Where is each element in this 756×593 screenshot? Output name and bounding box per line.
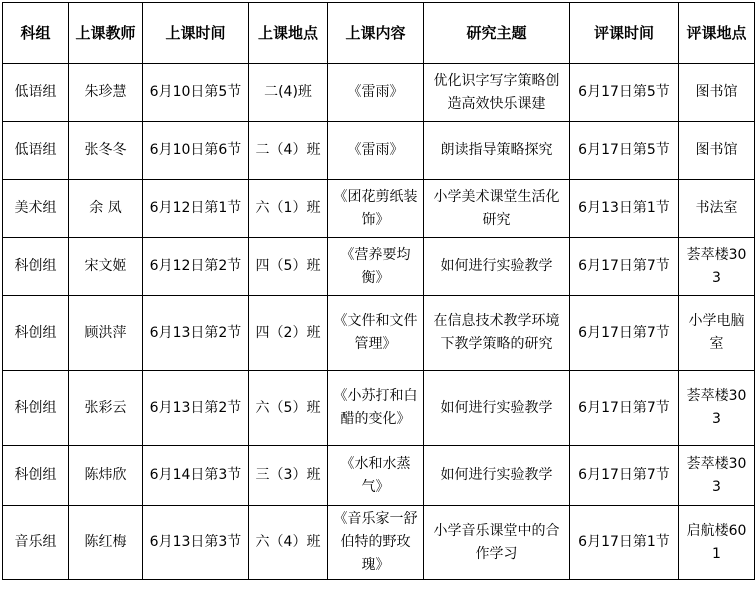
cell-review-time: 6月17日第7节 [570,238,679,296]
cell-content: 《雷雨》 [328,122,424,180]
table-row [3,506,755,580]
table-row [3,122,755,180]
cell-content: 《雷雨》 [328,64,424,122]
cell-content: 《营养要均衡》 [328,238,424,296]
header-subject: 科组 [3,3,69,64]
cell-review-location: 图书馆 [679,64,755,122]
cell-class-location: 六（5）班 [249,371,328,446]
cell-topic: 如何进行实验教学 [424,371,570,446]
cell-class-time: 6月14日第3节 [143,446,249,506]
cell-topic: 如何进行实验教学 [424,446,570,506]
header-review-time: 评课时间 [570,3,679,64]
cell-topic: 在信息技术教学环境下教学策略的研究 [424,296,570,371]
table-row [3,371,755,446]
cell-teacher: 顾洪萍 [69,296,143,371]
cell-topic: 如何进行实验教学 [424,238,570,296]
cell-subject: 科创组 [3,238,69,296]
cell-class-time: 6月12日第2节 [143,238,249,296]
cell-review-time: 6月13日第1节 [570,180,679,238]
cell-class-location: 四（5）班 [249,238,328,296]
cell-teacher: 宋文姬 [69,238,143,296]
cell-review-time: 6月17日第5节 [570,64,679,122]
header-review-location: 评课地点 [679,3,755,64]
cell-teacher: 陈炜欣 [69,446,143,506]
table-row [3,296,755,371]
cell-review-time: 6月17日第5节 [570,122,679,180]
header-topic: 研究主题 [424,3,570,64]
cell-class-location: 二（4）班 [249,122,328,180]
cell-teacher: 张冬冬 [69,122,143,180]
cell-review-location: 书法室 [679,180,755,238]
cell-class-time: 6月13日第2节 [143,371,249,446]
cell-review-location: 荟萃楼303 [679,446,755,506]
lesson-schedule-table [2,2,755,580]
table-row [3,180,755,238]
cell-subject: 科创组 [3,371,69,446]
cell-class-time: 6月13日第3节 [143,506,249,580]
header-row [3,3,755,64]
cell-review-location: 小学电脑室 [679,296,755,371]
cell-subject: 美术组 [3,180,69,238]
cell-class-location: 六（1）班 [249,180,328,238]
cell-review-time: 6月17日第1节 [570,506,679,580]
cell-review-time: 6月17日第7节 [570,371,679,446]
cell-review-time: 6月17日第7节 [570,446,679,506]
cell-review-location: 荟萃楼303 [679,371,755,446]
cell-subject: 音乐组 [3,506,69,580]
cell-content: 《音乐家一舒伯特的野玫瑰》 [328,506,424,580]
cell-subject: 低语组 [3,64,69,122]
cell-topic: 小学美术课堂生活化研究 [424,180,570,238]
cell-content: 《水和水蒸气》 [328,446,424,506]
cell-teacher: 陈红梅 [69,506,143,580]
cell-subject: 科创组 [3,446,69,506]
cell-subject: 低语组 [3,122,69,180]
cell-class-time: 6月10日第5节 [143,64,249,122]
cell-content: 《团花剪纸装饰》 [328,180,424,238]
cell-topic: 小学音乐课堂中的合作学习 [424,506,570,580]
table-row [3,64,755,122]
header-content: 上课内容 [328,3,424,64]
cell-review-location: 荟萃楼303 [679,238,755,296]
header-class-time: 上课时间 [143,3,249,64]
cell-class-location: 三（3）班 [249,446,328,506]
header-class-location: 上课地点 [249,3,328,64]
cell-teacher: 朱珍慧 [69,64,143,122]
cell-content: 《文件和文件管理》 [328,296,424,371]
cell-content: 《小苏打和白醋的变化》 [328,371,424,446]
cell-class-location: 六（4）班 [249,506,328,580]
cell-class-location: 二(4)班 [249,64,328,122]
cell-teacher: 张彩云 [69,371,143,446]
cell-topic: 优化识字写字策略创造高效快乐课建 [424,64,570,122]
table-row [3,238,755,296]
cell-review-location: 启航楼601 [679,506,755,580]
cell-class-time: 6月12日第1节 [143,180,249,238]
header-teacher: 上课教师 [69,3,143,64]
cell-teacher: 余 凤 [69,180,143,238]
cell-class-location: 四（2）班 [249,296,328,371]
cell-review-location: 图书馆 [679,122,755,180]
table-row [3,446,755,506]
cell-topic: 朗读指导策略探究 [424,122,570,180]
cell-review-time: 6月17日第7节 [570,296,679,371]
cell-class-time: 6月10日第6节 [143,122,249,180]
cell-subject: 科创组 [3,296,69,371]
cell-class-time: 6月13日第2节 [143,296,249,371]
